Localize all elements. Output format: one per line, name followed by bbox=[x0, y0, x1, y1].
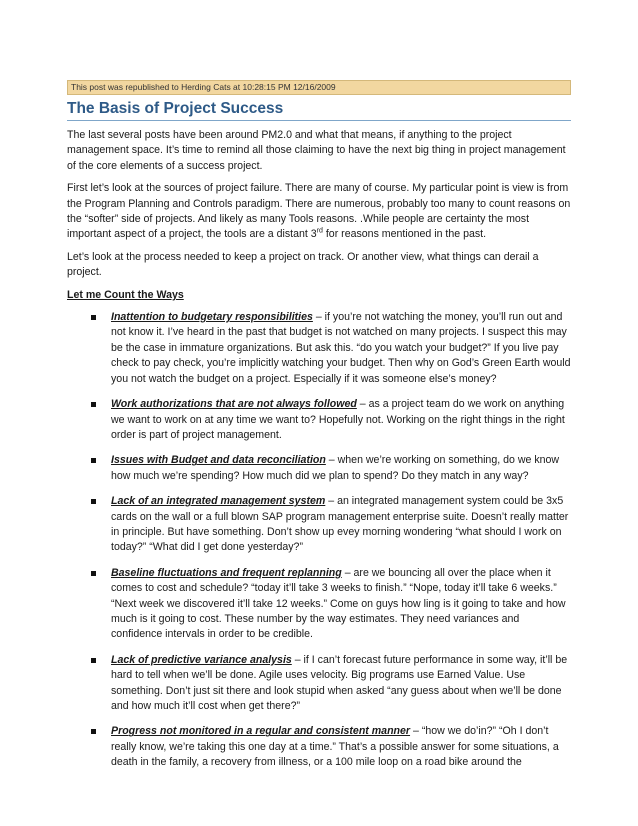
item-text: – as a project team do we work on anything we want to work on at any time we want to? Hopefully not. Working on the right things in the right order is part of project management. bbox=[111, 398, 565, 441]
item-term: Lack of an integrated management system bbox=[111, 495, 326, 508]
section-heading: Let me Count the Ways bbox=[67, 288, 184, 301]
paragraph-failure-text: First let’s look at the sources of project failure. There are many of course. My particular point is view is from the Program Planning and Controls paradigm. There are numerous, probably too many to count reasons on the “softer” side of projects. And likely as many Tools reasons. .While people are certainty the most important aspect of a project, the tools are a distant 3 bbox=[67, 182, 571, 241]
item-term: Lack of predictive variance analysis bbox=[111, 653, 292, 666]
bullet-icon bbox=[91, 729, 96, 734]
item-text: – “how we do’in?” “Oh I don’t really know, we’re taking this one day at a time.” That’s a possible answer for some situations, a death in the family, a recovery from illness, or a 100 mile loop on a road bike around the bbox=[111, 725, 559, 769]
list-item bbox=[67, 566, 571, 643]
list-item bbox=[67, 310, 571, 387]
item-text: – an integrated management system could be 3x5 cards on the wall or a full blown SAP program management enterprise suite. Doesn’t really matter in principle. But have something. Don’t show up evey morning wondering “what should I work on today?” “What did I get done yesterday?” bbox=[111, 495, 569, 554]
list-item bbox=[67, 653, 571, 715]
page-title: The Basis of Project Success bbox=[67, 100, 284, 117]
item-text: – when we’re working on something, do we know how much we’re spending? How much did we plan to spend? Do they match in any way? bbox=[111, 454, 560, 482]
bullet-icon bbox=[91, 402, 96, 407]
republish-banner: This post was republished to Herding Cats at 10:28:15 PM 12/16/2009 bbox=[67, 80, 571, 95]
list-item bbox=[67, 494, 571, 556]
superscript: rd bbox=[316, 227, 323, 235]
item-text: – if you’re not watching the money, you’ll run out and not know it. I’ve heard in the past that budget is not watched on many projects. I suspect this may be the case in immature organizations. But ask this. “do you watch your budget?” If you live pay check to pay check, you’re implicitly watching your budget. Then why on God’s Green Earth would you not watch the budget on a project. Especially if it was someone else’s money? bbox=[111, 311, 571, 385]
item-term: Issues with Budget and data reconciliation bbox=[111, 454, 326, 467]
list-item bbox=[67, 724, 571, 770]
paragraph-intro: The last several posts have been around PM2.0 and what that means, if anything to the project management space. It’s time to remind all those claiming to have the next big thing in project management of the core elements of a success project. bbox=[67, 129, 566, 172]
item-text: – are we bouncing all over the place when it comes to cost and schedule? “today it’ll take 3 weeks to finish.” “Nope, today it’ll take 6 weeks.” “Next week we discovered it’ll take 12 weeks.” Come on guys how ling is it going to take and how much is it going to cost. These number by the way estimates. They need variances and confidence intervals in order to be credible. bbox=[111, 566, 566, 641]
paragraph-failure bbox=[67, 181, 571, 243]
list-item bbox=[67, 397, 571, 443]
bullet-icon bbox=[91, 315, 96, 320]
list-item bbox=[67, 453, 571, 484]
item-term: Work authorizations that are not always followed bbox=[111, 398, 357, 411]
item-term: Baseline fluctuations and frequent replanning bbox=[111, 566, 342, 579]
bullet-icon bbox=[91, 571, 96, 576]
item-text: – if I can’t forecast future performance in some way, it’ll be hard to tell when we’ll be done. Agile uses velocity. Big programs use Earned Value. Use something. Don’t just sit there and look stupid when asked “any guess about when we’ll be done and how much it’ll cost when get there?” bbox=[111, 653, 568, 712]
item-term: Progress not monitored in a regular and consistent manner bbox=[111, 725, 411, 738]
bullet-icon bbox=[91, 658, 96, 663]
paragraph-failure-tail: for reasons mentioned in the past. bbox=[322, 228, 487, 241]
article-body bbox=[67, 128, 571, 781]
ways-list bbox=[67, 310, 571, 771]
title-divider bbox=[67, 120, 571, 121]
paragraph-process: Let’s look at the process needed to keep a project on track. Or another view, what things can derail a project. bbox=[67, 250, 539, 279]
bullet-icon bbox=[91, 499, 96, 504]
item-term: Inattention to budgetary responsibilities bbox=[111, 311, 313, 324]
bullet-icon bbox=[91, 458, 96, 463]
